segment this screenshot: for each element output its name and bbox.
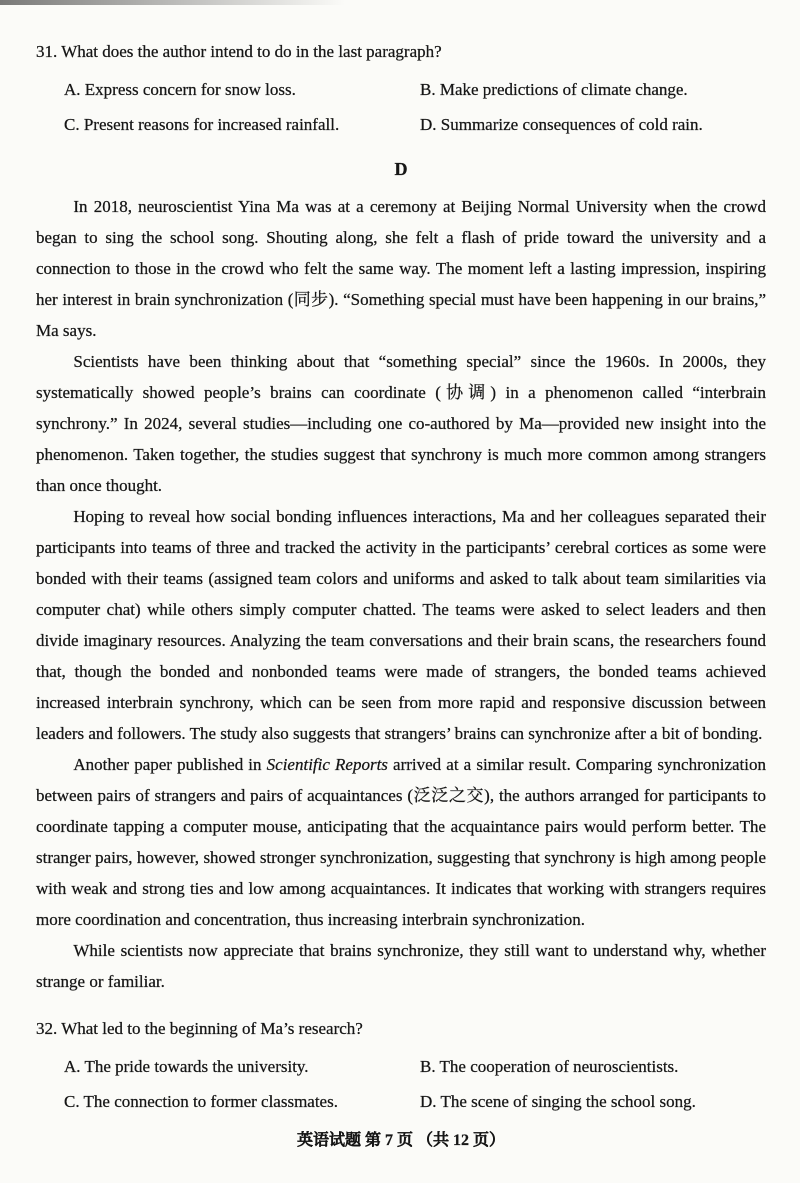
passage-paragraph-2: Scientists have been thinking about that “something special” since the 1960s. In 2000s, they systematically showed people’s brains can coordinate (协调) in a phenomenon called “interbrain synchrony.” In 2024, several studies—including one co-authored by Ma—provided new insight into the phenomenon. Taken together, the studies suggest that synchrony is much more common among strangers than once thought.	[36, 352, 766, 495]
page-footer: 英语试题 第 7 页 （共 12 页）	[296, 1132, 505, 1149]
passage-paragraph-1: In 2018, neuroscientist Yina Ma was at a ceremony at Beijing Normal University when the crowd began to sing the school song. Shouting along, she felt a flash of pride toward the university and a connection to those in the crowd who felt the same way. The moment left a lasting impression, inspiring her interest in brain synchronization (同步). “Something special must have been happening in our brains,” Ma says.	[36, 197, 766, 340]
question-32	[36, 1013, 766, 1120]
question-31-option-c: C. Present reasons for increased rainfall.	[64, 115, 340, 134]
question-32-option-c: C. The connection to former classmates.	[64, 1092, 338, 1111]
scan-artifact	[0, 0, 345, 5]
passage-paragraph-5: While scientists now appreciate that brains synchronize, they still want to understand why, whether strange or familiar.	[36, 941, 766, 991]
question-32-stem: 32. What led to the beginning of Ma’s research?	[36, 1019, 363, 1038]
question-32-option-a: A. The pride towards the university.	[64, 1057, 309, 1076]
question-32-options	[36, 1050, 766, 1118]
passage-paragraph-4-text-cont: arrived at a similar result. Comparing synchronization between pairs of strangers and pairs of acquaintances (泛泛之交), the authors arranged for participants to coordinate tapping a computer mouse, anticipating that the acquaintance pairs would perform better. The stranger pairs, however, showed stronger synchronization, suggesting that synchrony is high among people with weak and strong ties and low among acquaintances. It indicates that working with strangers requires more coordination and concentration, thus increasing interbrain synchronization.	[36, 755, 766, 929]
question-32-option-b: B. The cooperation of neuroscientists.	[420, 1057, 679, 1076]
question-31-options	[36, 73, 766, 141]
question-31-stem: 31. What does the author intend to do in the last paragraph?	[36, 42, 442, 61]
reading-passage	[36, 191, 766, 997]
passage-paragraph-4	[36, 749, 766, 935]
passage-paragraph-3: Hoping to reveal how social bonding influences interactions, Ma and her colleagues separated their participants into teams of three and tracked the activity in the participants’ cerebral cortices as some were bonded with their teams (assigned team colors and uniforms and asked to talk about team similarities via computer chat) while others simply computer chatted. The teams were asked to select leaders and then divide imaginary resources. Analyzing the team conversations and their brain scans, the researchers found that, though the bonded and nonbonded teams were made of strangers, the bonded teams achieved increased interbrain synchrony, which can be seen from more rapid and responsive discussion between leaders and followers. The study also suggests that strangers’ brains can synchronize after a bit of bonding.	[36, 507, 766, 743]
passage-paragraph-4-text: Another paper published in	[73, 755, 267, 774]
question-31-option-a: A. Express concern for snow loss.	[64, 80, 296, 99]
question-31	[36, 36, 766, 143]
journal-name: Scientific Reports	[266, 755, 388, 774]
passage-section-label: D	[394, 159, 408, 179]
question-32-option-d: D. The scene of singing the school song.	[420, 1092, 696, 1111]
question-31-option-b: B. Make predictions of climate change.	[420, 80, 688, 99]
question-31-option-d: D. Summarize consequences of cold rain.	[420, 115, 703, 134]
